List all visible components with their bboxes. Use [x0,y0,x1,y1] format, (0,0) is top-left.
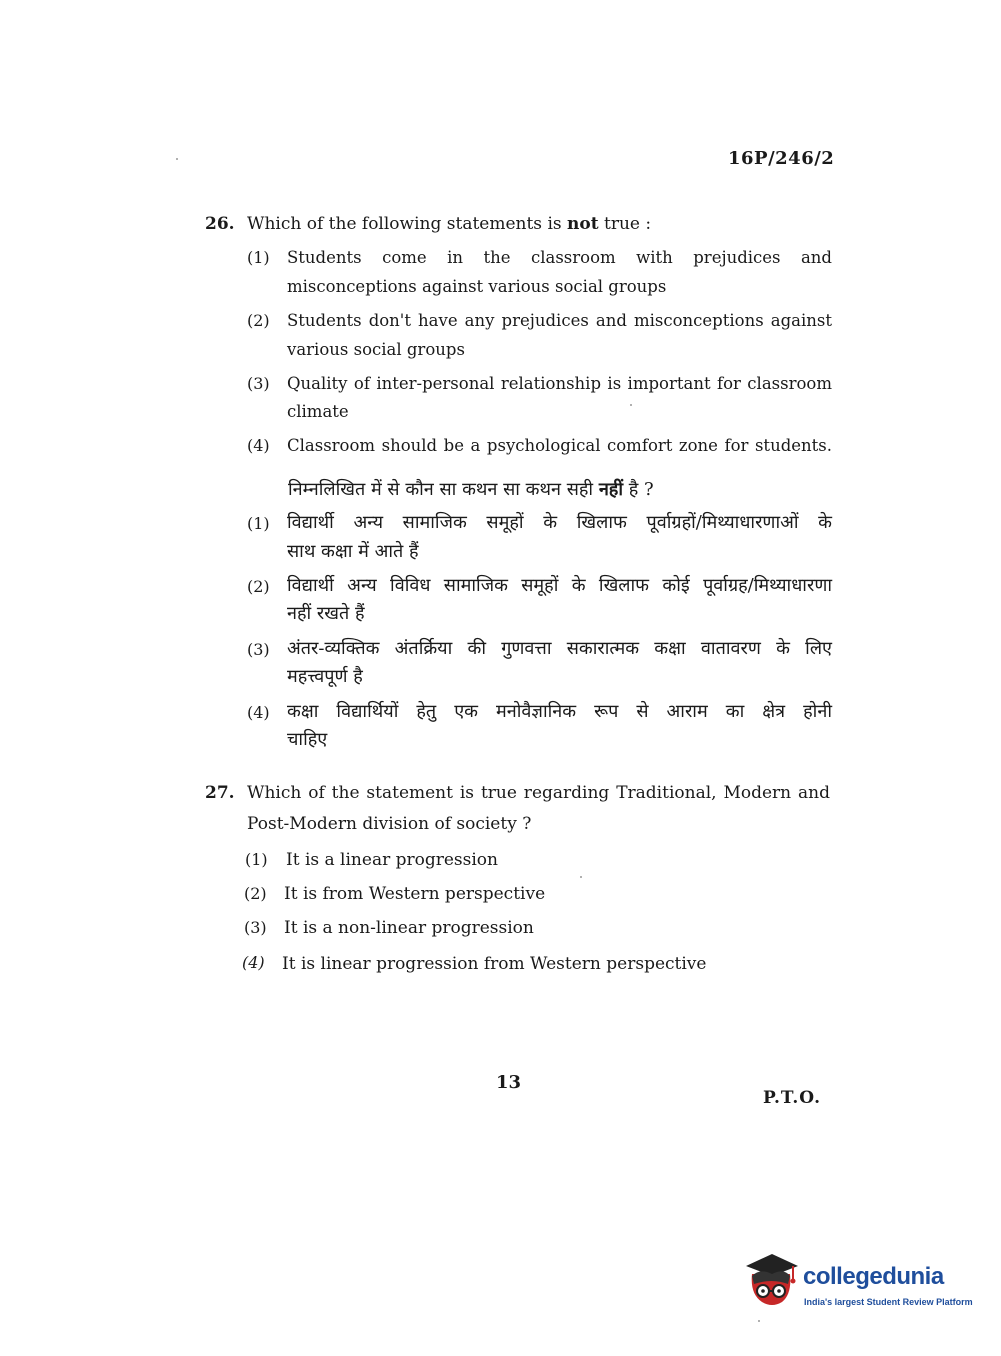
q27-option-4-number: (4) [242,953,265,972]
question-26-hindi-stem: निम्नलिखित में से कौन सा कथन सा कथन सही नहीं है ? [288,479,654,500]
q27-option-3-text: It is a non-linear progression [284,918,534,938]
q26-option-3-line2: climate [287,402,349,421]
q26-option-2-line1: Students don't have any prejudices and misconceptions against [287,311,832,330]
collegedunia-mascot-icon [742,1250,802,1310]
q26-option-2-number: (2) [247,311,270,330]
q26-option-1-number: (1) [247,248,270,267]
q26-hindi-option-1-number: (1) [247,514,270,533]
q26-hindi-option-2-line2: नहीं रखते हैं [287,603,365,624]
q27-option-2-number: (2) [244,884,267,903]
question-27-stem-line2: Post-Modern division of society ? [247,814,532,834]
watermark-tagline: India's largest Student Review Platform [804,1297,973,1307]
q26-hindi-option-2-number: (2) [247,577,270,596]
q26-hindi-option-1-line1: विद्यार्थी अन्य सामाजिक समूहों के खिलाफ पूर्वाग्रहों/मिथ्याधारणाओं के [287,512,832,533]
q26-option-1-line1: Students come in the classroom with prejudices and [287,248,832,267]
q26-hindi-option-4-line2: चाहिए [287,729,328,750]
scan-speck [630,404,632,406]
question-26-stem: Which of the following statements is not true : [247,214,652,234]
pto-label: P.T.O. [763,1088,821,1108]
q26-option-1-line2: misconceptions against various social groups [287,277,667,296]
q26-option-4-line1: Classroom should be a psychological comfort zone for students. [287,436,832,455]
q26-hindi-option-4-number: (4) [247,703,270,722]
question-27-stem-line1: Which of the statement is true regarding Traditional, Modern and [247,783,830,803]
q26-hindi-option-3-line2: महत्त्वपूर्ण है [287,666,363,687]
scan-speck [758,1320,760,1322]
q26-option-3-line1: Quality of inter-personal relationship is important for classroom [287,374,832,393]
q26-option-4-number: (4) [247,436,270,455]
scan-speck [580,876,582,878]
q26-hindi-option-3-number: (3) [247,640,270,659]
page-number: 13 [496,1072,522,1093]
q26-hindi-option-1-line2: साथ कक्षा में आते हैं [287,541,419,562]
q27-option-1-text: It is a linear progression [286,850,498,870]
q26-option-2-line2: various social groups [287,340,465,359]
question-26-number: 26. [205,214,235,234]
q27-option-3-number: (3) [244,918,267,937]
q26-hindi-option-3-line1: अंतर-व्यक्तिक अंतर्क्रिया की गुणवत्ता सकारात्मक कक्षा वातावरण के लिए [287,638,832,659]
q26-option-3-number: (3) [247,374,270,393]
scan-speck [176,158,178,160]
q27-option-4-text: It is linear progression from Western perspective [282,954,707,974]
q26-hindi-option-4-line1: कक्षा विद्यार्थियों हेतु एक मनोवैज्ञानिक रूप से आराम का क्षेत्र होनी [287,701,832,722]
question-27-number: 27. [205,783,235,803]
watermark-brand: collegedunia [803,1263,944,1290]
paper-code: 16P/246/2 [728,148,835,169]
q27-option-1-number: (1) [245,850,268,869]
q26-hindi-option-2-line1: विद्यार्थी अन्य विविध सामाजिक समूहों के खिलाफ कोई पूर्वाग्रह/मिथ्याधारणा [287,575,832,596]
q27-option-2-text: It is from Western perspective [284,884,546,904]
